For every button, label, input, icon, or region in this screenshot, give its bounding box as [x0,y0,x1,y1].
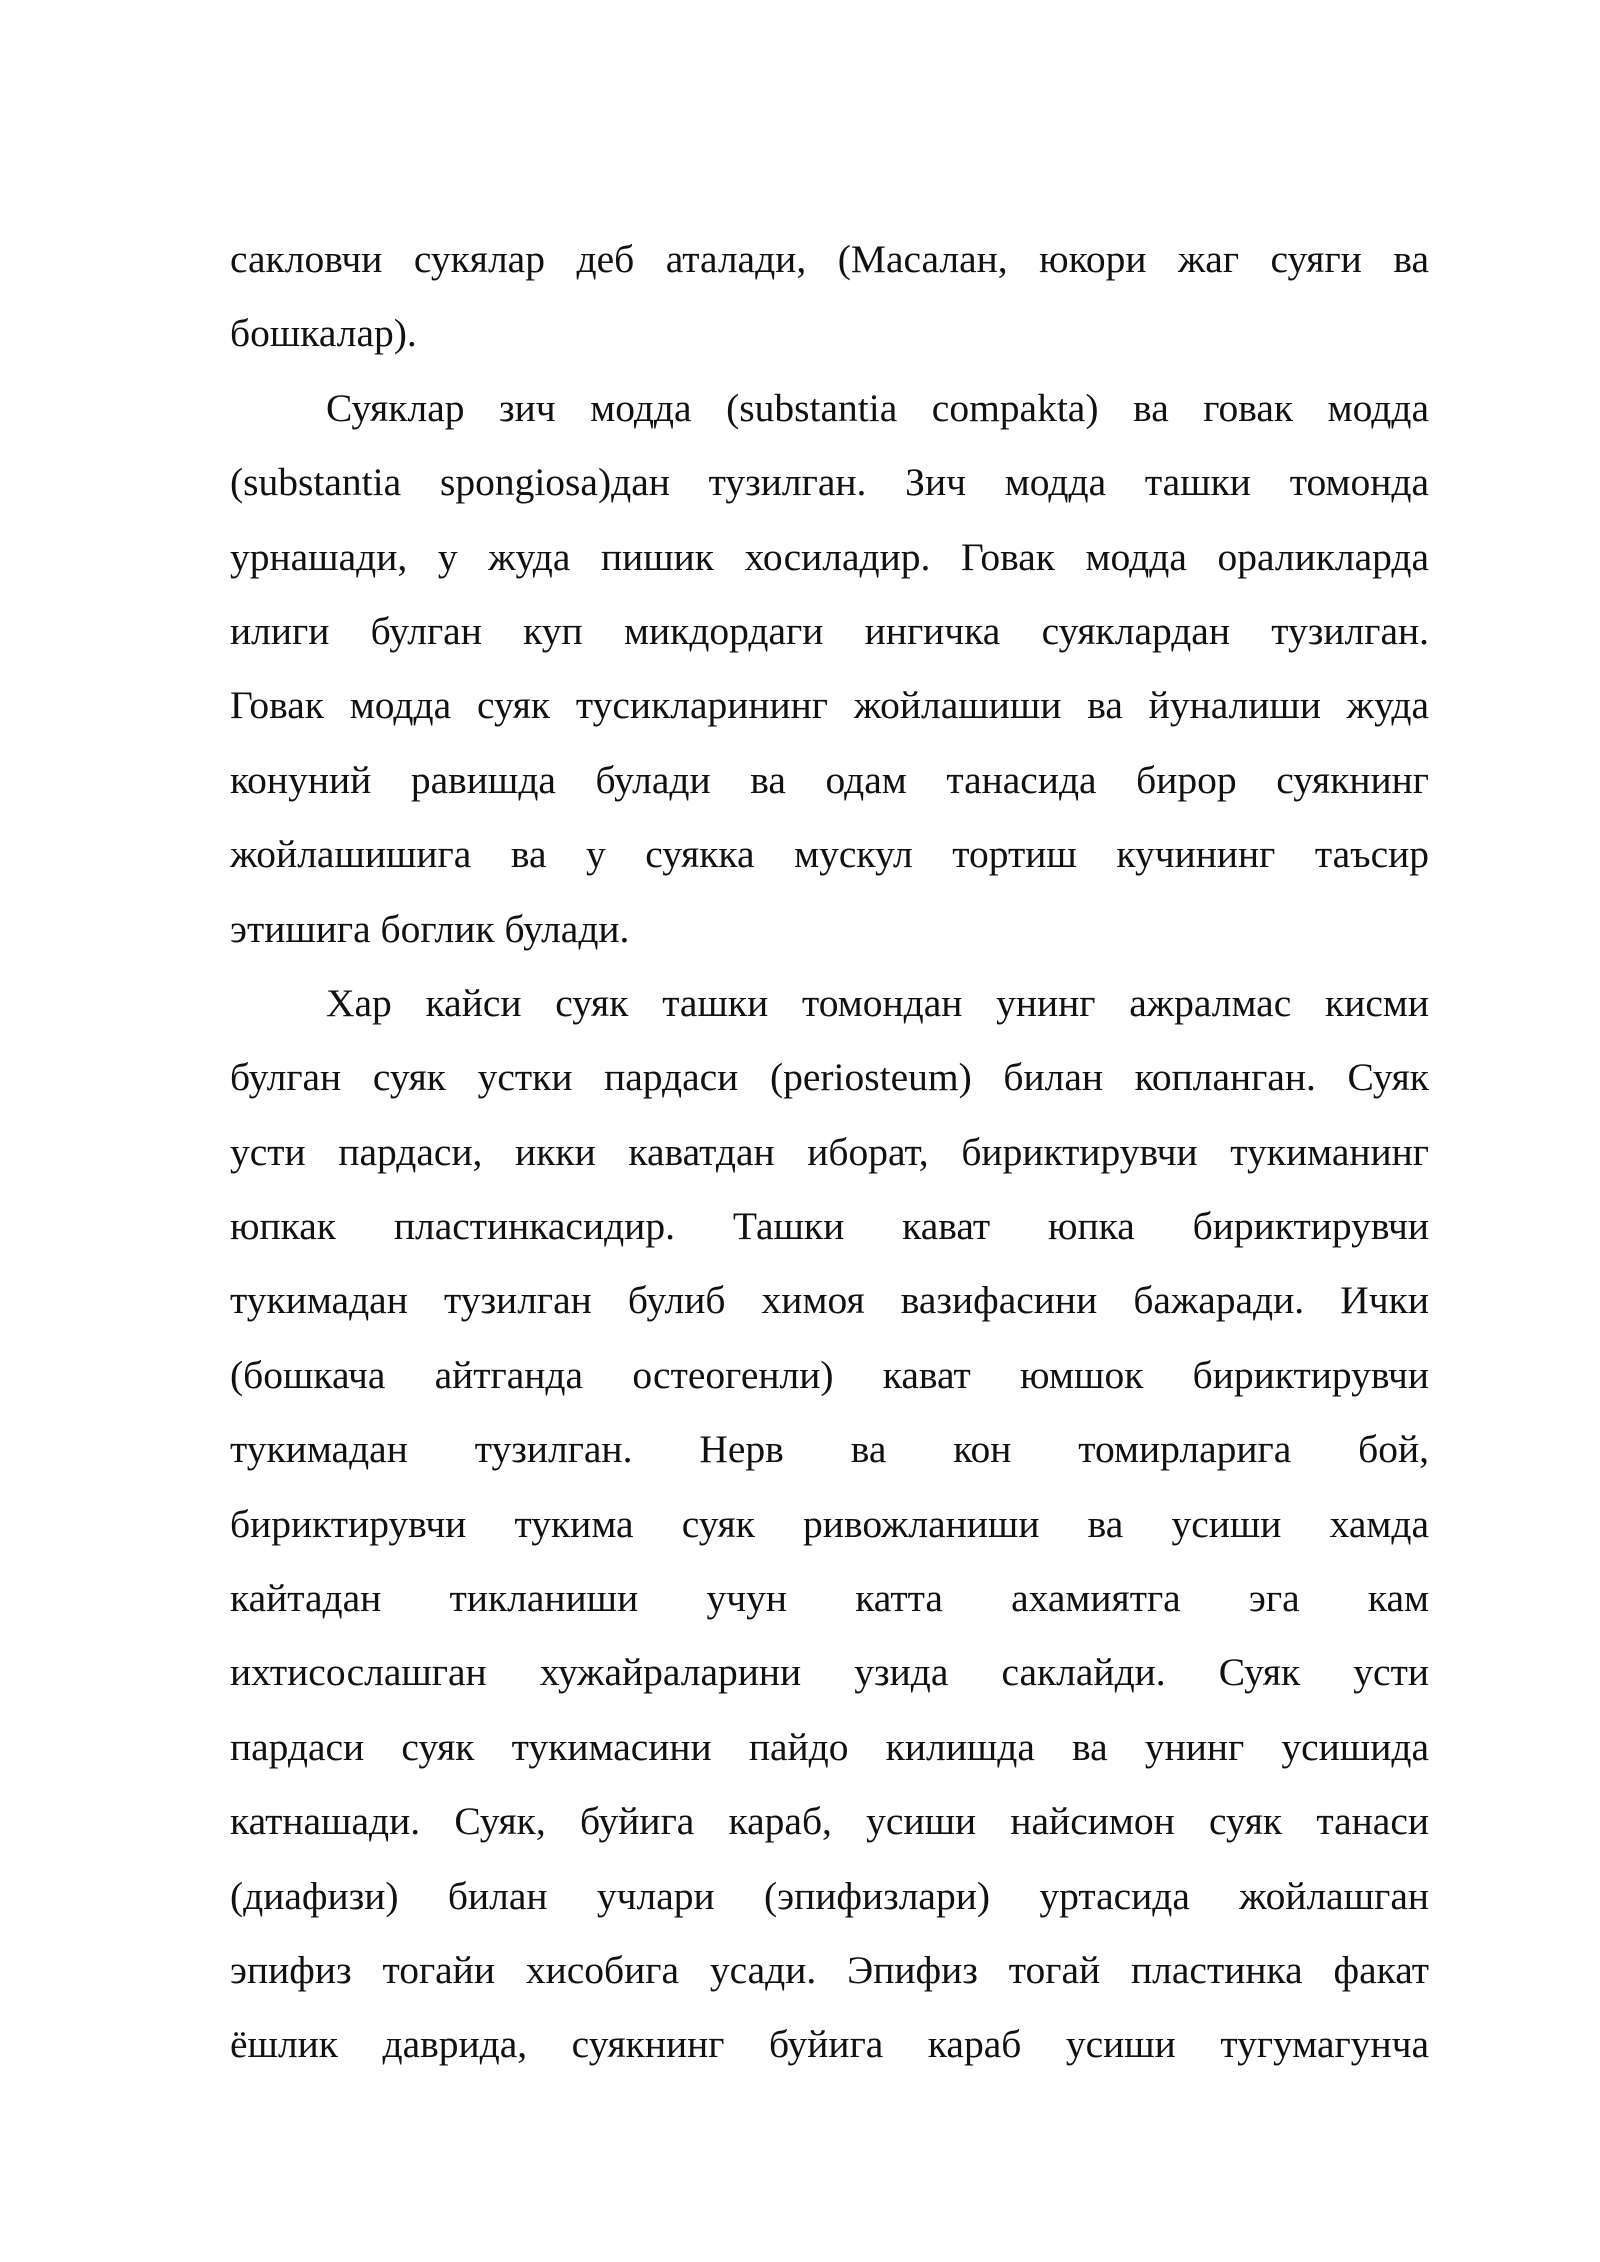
text-line: бириктирувчи тукима суяк ривожланиши ва усиши хамда [230,1501,1429,1546]
paragraph-2 [230,371,1429,966]
text-line [230,2156,1429,2230]
text-line: булган суяк устки пардаси (periosteum) билан копланган. Суяк [230,1055,1429,1100]
text-line: Суяклар зич модда (substantia compakta) ва говак модда [326,385,1429,430]
text-line: тукимадан тузилган булиб химоя вазифасини бажаради. Ички [230,1278,1429,1323]
text-line: илиги булган куп микдордаги ингичка суяклардан тузилган. [230,608,1429,653]
text-line: Говак модда суяк тусикларининг жойлашиши ва йуналиши жуда [230,683,1429,728]
text-line: бошкалар). [230,311,417,356]
text-line: ихтисослашган хужайраларини узида саклайди. Суяк усти [230,1650,1429,1695]
text-line: юпкак пластинкасидир. Ташки кават юпка бириктирувчи [230,1204,1429,1249]
text-line: этишига боглик булади. [230,906,630,951]
text-line: Хар кайси суяк ташки томондан унинг ажралмас кисми [326,980,1429,1025]
text-line: ёшлик даврида, суякнинг буйига караб усиши тугумагунча [230,2022,1429,2067]
text-line: (бошкача айтганда остеогенли) кават юмшок бириктирувчи [230,1352,1429,1397]
text-line: (substantia spongiosa)дан тузилган. Зич модда ташки томонда [230,460,1429,505]
text-line [230,2082,1429,2156]
text-line: тукимадан тузилган. Нерв ва кон томирларига бой, [230,1427,1429,1472]
text-line: катнашади. Суяк, буйига караб, усиши найсимон суяк танаси [230,1799,1429,1844]
paragraph-1 [230,222,1429,371]
text-line: жойлашишига ва у суякка мускул тортиш кучининг таъсир [230,832,1429,877]
paragraph-3 [230,966,1429,2231]
text-line: кайтадан тикланиши учун катта ахамиятга эга кам [230,1576,1429,1621]
text-line: (диафизи) билан учлари (эпифизлари) уртасида жойлашган [230,1873,1429,1918]
text-line: усти пардаси, икки каватдан иборат, бириктирувчи тукиманинг [230,1129,1429,1174]
body-text [230,222,1429,2231]
text-line: пардаси суяк тукимасини пайдо килишда ва унинг усишида [230,1724,1429,1769]
text-line: эпифиз тогайи хисобига усади. Эпифиз тогай пластинка факат [230,1947,1429,1992]
text-line: конуний равишда булади ва одам танасида бирор суякнинг [230,757,1429,802]
text-line: сакловчи сукялар деб аталади, (Масалан, юкори жаг суяги ва [230,237,1429,281]
text-line: урнашади, у жуда пишик хосиладир. Говак модда ораликларда [230,534,1429,579]
